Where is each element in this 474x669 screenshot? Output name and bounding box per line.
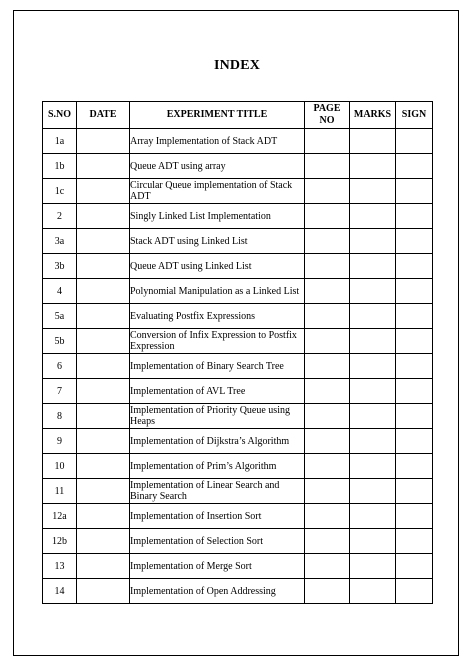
page-no-cell [305, 254, 350, 279]
date-cell [77, 579, 130, 604]
experiment-title-cell: Circular Queue implementation of Stack ADT [130, 179, 305, 204]
index-table [42, 101, 433, 604]
sign-cell [396, 454, 433, 479]
sno-cell: 12a [43, 504, 77, 529]
table-row [43, 454, 433, 479]
date-cell [77, 354, 130, 379]
date-cell [77, 279, 130, 304]
sign-cell [396, 329, 433, 354]
sign-cell [396, 404, 433, 429]
table-row [43, 554, 433, 579]
experiment-title-cell: Queue ADT using array [130, 154, 305, 179]
table-row [43, 354, 433, 379]
table-row [43, 529, 433, 554]
table-row [43, 579, 433, 604]
sign-cell [396, 154, 433, 179]
sno-cell: 14 [43, 579, 77, 604]
table-row [43, 329, 433, 354]
date-cell [77, 304, 130, 329]
experiment-title-cell: Polynomial Manipulation as a Linked List [130, 279, 305, 304]
marks-cell [350, 554, 396, 579]
table-row [43, 179, 433, 204]
column-header-page-no: PAGE NO [305, 102, 350, 129]
table-row [43, 229, 433, 254]
marks-cell [350, 254, 396, 279]
experiment-title-cell: Implementation of Selection Sort [130, 529, 305, 554]
experiment-title-cell: Implementation of Linear Search and Binary Search [130, 479, 305, 504]
page-no-cell [305, 579, 350, 604]
page-no-cell [305, 379, 350, 404]
marks-cell [350, 304, 396, 329]
sno-cell: 12b [43, 529, 77, 554]
date-cell [77, 504, 130, 529]
table-row [43, 129, 433, 154]
marks-cell [350, 504, 396, 529]
page-no-cell [305, 179, 350, 204]
sign-cell [396, 504, 433, 529]
sno-cell: 2 [43, 204, 77, 229]
sno-cell: 6 [43, 354, 77, 379]
date-cell [77, 529, 130, 554]
page-no-cell [305, 454, 350, 479]
sign-cell [396, 529, 433, 554]
sign-cell [396, 229, 433, 254]
sno-cell: 1c [43, 179, 77, 204]
experiment-title-cell: Implementation of Open Addressing [130, 579, 305, 604]
sno-cell: 7 [43, 379, 77, 404]
page-no-cell [305, 429, 350, 454]
marks-cell [350, 129, 396, 154]
date-cell [77, 179, 130, 204]
table-row [43, 429, 433, 454]
marks-cell [350, 429, 396, 454]
page-no-cell [305, 404, 350, 429]
sno-cell: 10 [43, 454, 77, 479]
marks-cell [350, 454, 396, 479]
date-cell [77, 404, 130, 429]
sign-cell [396, 204, 433, 229]
marks-cell [350, 329, 396, 354]
table-row [43, 304, 433, 329]
marks-cell [350, 379, 396, 404]
page-no-cell [305, 279, 350, 304]
marks-cell [350, 204, 396, 229]
marks-cell [350, 354, 396, 379]
sno-cell: 13 [43, 554, 77, 579]
date-cell [77, 479, 130, 504]
table-row [43, 504, 433, 529]
date-cell [77, 129, 130, 154]
marks-cell [350, 179, 396, 204]
page-no-cell [305, 354, 350, 379]
page-no-cell [305, 479, 350, 504]
experiment-title-cell: Implementation of Merge Sort [130, 554, 305, 579]
column-header-experiment-title: EXPERIMENT TITLE [130, 102, 305, 129]
table-row [43, 154, 433, 179]
sno-cell: 1a [43, 129, 77, 154]
sign-cell [396, 354, 433, 379]
marks-cell [350, 279, 396, 304]
sign-cell [396, 579, 433, 604]
table-row [43, 204, 433, 229]
experiment-title-cell: Implementation of Dijkstra’s Algorithm [130, 429, 305, 454]
sno-cell: 3a [43, 229, 77, 254]
table-row [43, 254, 433, 279]
table-row [43, 479, 433, 504]
experiment-title-cell: Array Implementation of Stack ADT [130, 129, 305, 154]
sign-cell [396, 304, 433, 329]
experiment-title-cell: Implementation of Insertion Sort [130, 504, 305, 529]
header-row [43, 102, 433, 129]
marks-cell [350, 404, 396, 429]
experiment-title-cell: Stack ADT using Linked List [130, 229, 305, 254]
date-cell [77, 229, 130, 254]
page-title: INDEX [213, 58, 261, 73]
sign-cell [396, 279, 433, 304]
sno-cell: 3b [43, 254, 77, 279]
page-no-cell [305, 554, 350, 579]
marks-cell [350, 529, 396, 554]
sno-cell: 9 [43, 429, 77, 454]
sign-cell [396, 179, 433, 204]
marks-cell [350, 579, 396, 604]
page-no-cell [305, 329, 350, 354]
date-cell [77, 254, 130, 279]
column-header-sno: S.NO [43, 102, 77, 129]
marks-cell [350, 229, 396, 254]
sign-cell [396, 479, 433, 504]
sign-cell [396, 554, 433, 579]
page-no-cell [305, 304, 350, 329]
experiment-title-cell: Implementation of Priority Queue using Heaps [130, 404, 305, 429]
sign-cell [396, 379, 433, 404]
experiment-title-cell: Implementation of Binary Search Tree [130, 354, 305, 379]
date-cell [77, 329, 130, 354]
experiment-title-cell: Implementation of AVL Tree [130, 379, 305, 404]
experiment-title-cell: Conversion of Infix Expression to Postfix Expression [130, 329, 305, 354]
experiment-title-cell: Singly Linked List Implementation [130, 204, 305, 229]
table-row [43, 379, 433, 404]
date-cell [77, 154, 130, 179]
experiment-title-cell: Evaluating Postfix Expressions [130, 304, 305, 329]
sno-cell: 4 [43, 279, 77, 304]
page-no-cell [305, 229, 350, 254]
sno-cell: 1b [43, 154, 77, 179]
marks-cell [350, 154, 396, 179]
column-header-marks: MARKS [350, 102, 396, 129]
experiment-title-cell: Implementation of Prim’s Algorithm [130, 454, 305, 479]
table-row [43, 404, 433, 429]
sno-cell: 5b [43, 329, 77, 354]
page-no-cell [305, 504, 350, 529]
sno-cell: 5a [43, 304, 77, 329]
sno-cell: 11 [43, 479, 77, 504]
date-cell [77, 429, 130, 454]
page-no-cell [305, 129, 350, 154]
experiment-title-cell: Queue ADT using Linked List [130, 254, 305, 279]
date-cell [77, 454, 130, 479]
sign-cell [396, 429, 433, 454]
page-no-cell [305, 204, 350, 229]
table-row [43, 279, 433, 304]
column-header-sign: SIGN [396, 102, 433, 129]
page-no-cell [305, 154, 350, 179]
column-header-date: DATE [77, 102, 130, 129]
marks-cell [350, 479, 396, 504]
page-no-cell [305, 529, 350, 554]
date-cell [77, 379, 130, 404]
date-cell [77, 204, 130, 229]
sign-cell [396, 129, 433, 154]
sign-cell [396, 254, 433, 279]
sno-cell: 8 [43, 404, 77, 429]
date-cell [77, 554, 130, 579]
